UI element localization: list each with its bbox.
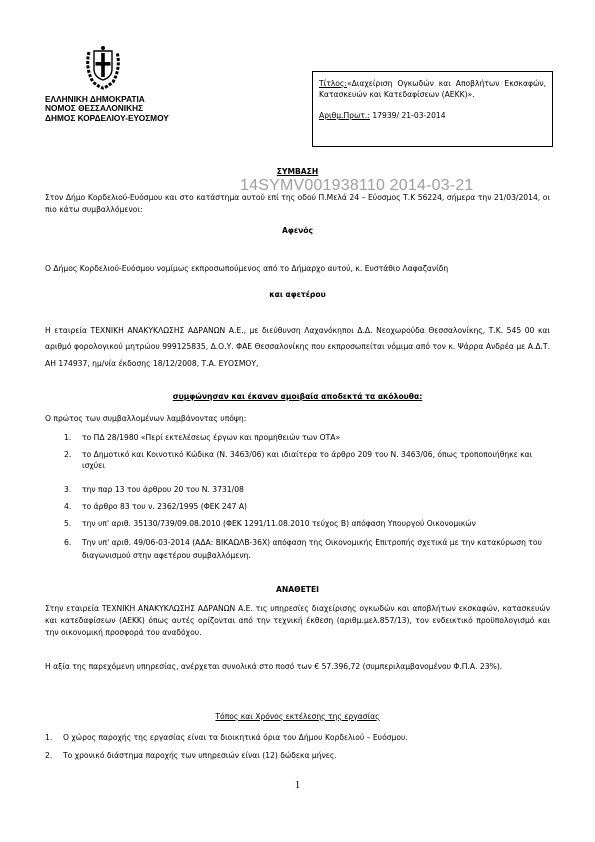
list-item: 4. το άρθρο 83 του ν. 2362/1995 (ΦΕΚ 247 Α) (64, 502, 247, 511)
value-paragraph: Η αξία της παρεχόμενη υπηρεσίας, ανέρχεται συνολικά στο ποσό των € 57.396,72 (συμπεριλαμβανομένου Φ.Π.Α. 23%). (45, 662, 503, 671)
place-list (45, 733, 550, 762)
title-text: «Διαχείριση Ογκωδών και Αποβλήτων Εκσκαφών, Κατασκευών και Κατεδαφίσεων (ΑΕΚΚ)». (319, 79, 546, 100)
assigns-paragraph: Στην εταιρεία ΤΕΧΝΙΚΗ ΑΝΑΚΥΚΛΩΣΗΣ ΑΔΡΑΝΩΝ Α.Ε. τις υπηρεσίες διαχείρισης ογκωδών και αποβλήτων εκσκαφών, κατασκευών και κατεδαφίσεων (ΑΕΚΚ) όπως αυτές ορίζονται από την τεχνική έκθεση (αριθμ.μελ.857/13), τον ενδεικτικό προϋπολογισμό και την οικονομική προσφορά του αναδόχου. (45, 604, 550, 638)
header-prefecture: ΝΟΜΟΣ ΘΕΣΣΑΛΟΝΙΚΗΣ (45, 103, 144, 114)
header-country: ΕΛΛΗΝΙΚΗ ΔΗΜΟΚΡΑΤΙΑ (45, 94, 145, 104)
list-item: 1. το ΠΔ 28/1980 «Περί εκτελέσεως έργων και προμηθειών των ΟΤΑ» (64, 433, 341, 442)
document-info-box (312, 71, 553, 147)
place-heading: Τόπος και Χρόνος εκτέλεσης της εργασίας (215, 712, 380, 721)
issuer-header (45, 95, 225, 123)
document-heading: ΣΥΜΒΑΣΗ (276, 167, 319, 176)
greek-coat-of-arms-icon (83, 42, 123, 90)
protocol-value: 17939/ 21-03-2014 (369, 110, 446, 120)
considerations-list (64, 433, 552, 562)
considering-intro: Ο πρώτος των συμβαλλομένων λαμβάνοντας υπόψη: (45, 414, 247, 423)
list-item: 5. την υπ' αριθ. 35130/739/09.08.2010 (ΦΕΚ 1291/11.08.2010 τεύχος Β) απόφαση Υπουργού Οικονομικών (64, 519, 476, 528)
intro-paragraph: Στον Δήμο Κορδελιού-Ευόσμου και στο κατάστημα αυτού επί της οδού Π.Μελά 24 – Εύοσμος Τ.Κ 56224, σήμερα την 21/03/2014, οι πιο κάτω συμβαλλόμενοι: (45, 193, 550, 215)
protocol-field (319, 111, 546, 122)
assigns-heading: ΑΝΑΘΕΤΕΙ (276, 585, 319, 594)
title-label: Τίτλος: (319, 79, 347, 88)
list-item: 1. Ο χώρος παροχής της εργασίας είναι τα διοικητικά όρια του Δήμου Κορδελιού – Ευόσμου. (45, 733, 408, 742)
agreed-heading: συμφώνησαν και έκαναν αμοιβαία αποδεκτά τα ακόλουθα: (172, 392, 423, 401)
page-number: 1 (294, 779, 301, 791)
party2-paragraph: Η εταιρεία ΤΕΧΝΙΚΗ ΑΝΑΚΥΚΛΩΣΗΣ ΑΔΡΑΝΩΝ Α.Ε., με διεύθυνση Λαχανόκηποι Δ.Δ. Νεοχωρούδα Θεσσαλονίκης, Τ.Κ. 545 00 και αριθμό φορολογικού μητρώου 999125835, Δ.Ο.Υ. ΦΑΕ Θεσσαλονίκης που εκπροσωπείται νόμιμα από τον κ. Ψάρρα Ανδρέα με Α.Δ.Τ. ΑΗ 174937, ημ/νία έκδοσης 18/12/2008, Τ.Α. ΕΥΟΣΜΟΥ, (45, 326, 550, 368)
ada-stamp: 14SYMV001938110 2014-03-21 (240, 177, 474, 194)
list-item: 2. Το χρονικό διάστημα παροχής των υπηρεσιών είναι (12) δώδεκα μήνες. (45, 751, 337, 760)
list-item: 2. το Δημοτικό και Κοινοτικό Κώδικα (Ν. 3463/06) και ιδιαίτερα το άρθρο 209 του Ν. 3463/06, όπως τροποποιήθηκε και ισχύει (64, 450, 533, 470)
party2-heading: και αφετέρου (269, 290, 326, 299)
list-item: 3. την παρ 13 του άρθρου 20 του Ν. 3731/08 (64, 485, 244, 494)
title-field (319, 78, 546, 101)
party1-heading: Αφενός (282, 226, 313, 235)
header-municipality: ΔΗΜΟΣ ΚΟΡΔΕΛΙΟΥ-ΕΥΟΣΜΟΥ (45, 112, 169, 123)
list-item: 6. Την υπ' αριθ. 49/06-03-2014 (ΑΔΑ: ΒΙΚΑΩΛΒ-36Χ) απόφαση της Οικονομικής Επιτροπής σχετικά με την κατακύρωση του διαγωνισμού στην αφετέρου συμβαλλόμενη. (64, 538, 542, 560)
protocol-label: Αριθμ.Πρωτ.: (319, 110, 370, 120)
party1-paragraph: Ο Δήμος Κορδελιού-Ευόσμου νομίμως εκπροσωπούμενος από το Δήμαρχο αυτού, κ. Ευστάθιο Λαφαζανίδη (45, 264, 449, 273)
